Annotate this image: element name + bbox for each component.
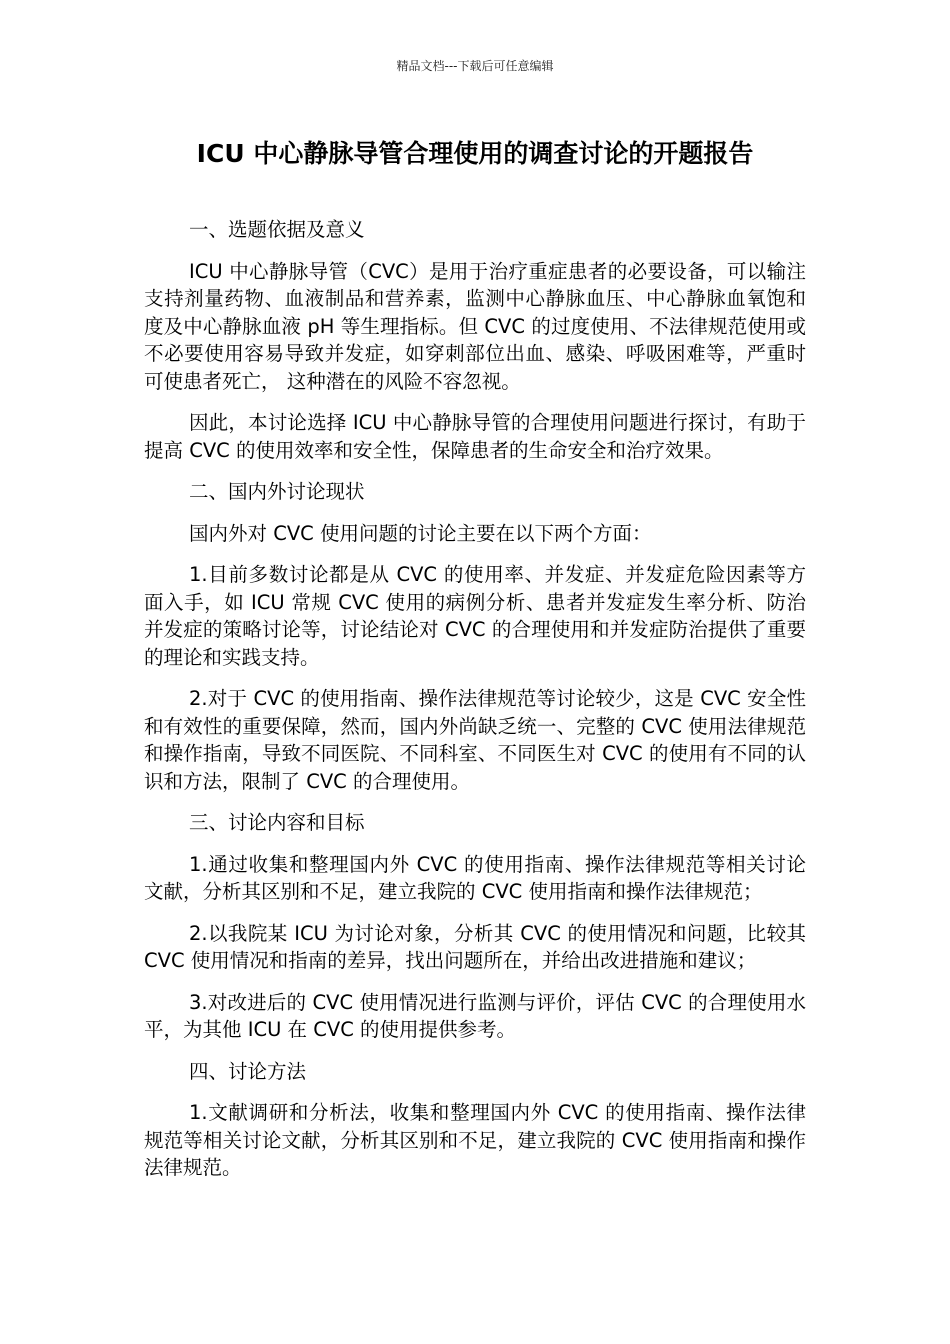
- section-heading: 四、讨论方法: [189, 1059, 307, 1083]
- paragraph: ICU 中心静脉导管（CVC）是用于治疗重症患者的必要设备，可以输注支持剂量药物、血液制品和营养素，监测中心静脉血压、中心静脉血氧饱和度及中心静脉血液 pH 等生理指标。但 CVC 的过度使用、不法律规范使用或不必要使用容易导致并发症，如穿刺部位出血、感染、呼吸困难等，严重时可使患者死亡， 这种潜在的风险不容忽视。: [144, 259, 806, 393]
- section-heading: 三、讨论内容和目标: [189, 811, 365, 834]
- list-item: 1.文献调研和分析法，收集和整理国内外 CVC 的使用指南、操作法律规范等相关讨论文献，分析其区别和不足，建立我院的 CVC 使用指南和操作法律规范。: [144, 1101, 806, 1179]
- section-heading: 一、选题依据及意义: [189, 218, 365, 241]
- list-item: 1.通过收集和整理国内外 CVC 的使用指南、操作法律规范等相关讨论文献，分析其区别和不足，建立我院的 CVC 使用指南和操作法律规范；: [144, 852, 806, 903]
- list-item: 2.以我院某 ICU 为讨论对象，分析其 CVC 的使用情况和问题，比较其 CVC 使用情况和指南的差异，找出问题所在，并给出改进措施和建议；: [144, 921, 806, 972]
- list-item: 2.对于 CVC 的使用指南、操作法律规范等讨论较少，这是 CVC 安全性和有效性的重要保障，然而，国内外尚缺乏统一、完整的 CVC 使用法律规范和操作指南，导致不同医院、不同科室、不同医生对 CVC 的使用有不同的认识和方法，限制了 CVC 的合理使用。: [144, 687, 806, 793]
- document-body: [144, 216, 806, 1196]
- header-watermark: 精品文档---下载后可任意编辑: [396, 59, 554, 73]
- paragraph: 国内外对 CVC 使用问题的讨论主要在以下两个方面：: [189, 521, 652, 545]
- list-item: 1.目前多数讨论都是从 CVC 的使用率、并发症、并发症危险因素等方面入手，如 ICU 常规 CVC 使用的病例分析、患者并发症发生率分析、防治并发症的策略讨论等，讨论结论对 CVC 的合理使用和并发症防治提供了重要的理论和实践支持。: [144, 563, 806, 669]
- list-item: 3.对改进后的 CVC 使用情况进行监测与评价，评估 CVC 的合理使用水平，为其他 ICU 在 CVC 的使用提供参考。: [144, 990, 806, 1041]
- document-title: ICU 中心静脉导管合理使用的调查讨论的开题报告: [196, 139, 754, 168]
- paragraph: 因此，本讨论选择 ICU 中心静脉导管的合理使用问题进行探讨，有助于提高 CVC 的使用效率和安全性，保障患者的生命安全和治疗效果。: [144, 411, 806, 462]
- section-heading: 二、国内外讨论现状: [189, 480, 365, 503]
